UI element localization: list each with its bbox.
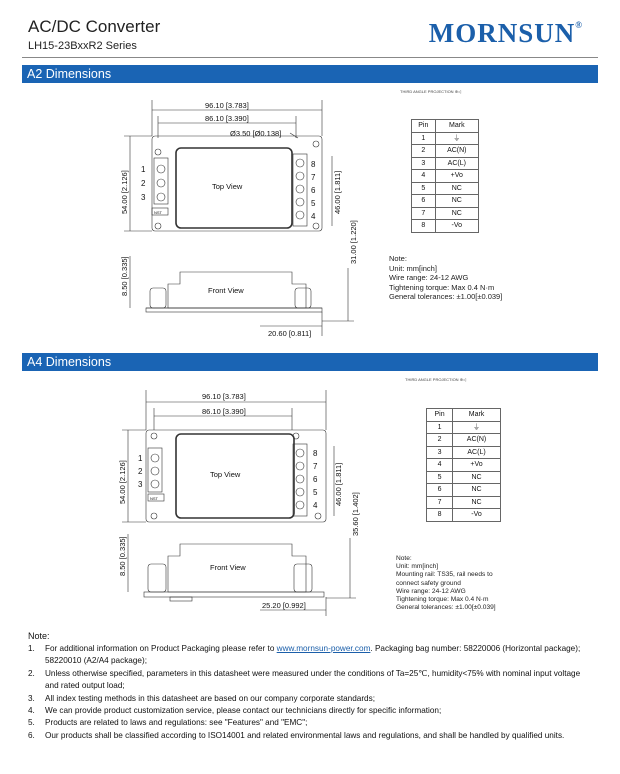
list-item-number: 6. bbox=[28, 730, 35, 740]
table-row bbox=[412, 170, 479, 183]
dim-terminal-offset: 25.20 [0.992] bbox=[262, 601, 306, 610]
a2-pin-label: 1 bbox=[141, 165, 146, 174]
table-row bbox=[412, 220, 479, 233]
list-item-number: 1. bbox=[28, 644, 35, 653]
list-item-number: 3. bbox=[28, 693, 35, 703]
a2-pin-label: 2 bbox=[141, 179, 146, 188]
header-divider bbox=[22, 57, 598, 58]
a2-pin-label: 8 bbox=[311, 160, 316, 169]
note-line: connect safety ground bbox=[396, 579, 461, 587]
table-row bbox=[427, 509, 501, 522]
dim-depth: 31.00 [1.220] bbox=[349, 220, 358, 264]
table-row bbox=[412, 132, 479, 145]
pin-table-header-cell: Pin bbox=[427, 409, 453, 422]
note-line: Unit: mm[inch] bbox=[396, 563, 439, 571]
pin-table-cell: NC bbox=[453, 471, 501, 484]
list-item bbox=[28, 705, 596, 717]
pin-table-cell: 1 bbox=[412, 132, 436, 145]
list-item-number: 2. bbox=[28, 668, 35, 678]
pin-table-cell: 3 bbox=[412, 157, 436, 170]
note-line: Unit: mm[inch] bbox=[389, 263, 437, 273]
pin-table-cell: 4 bbox=[427, 459, 453, 472]
list-item bbox=[28, 730, 596, 742]
note-line: Tightening torque: Max 0.4 N·m bbox=[396, 596, 489, 604]
list-item bbox=[28, 668, 596, 693]
pin-table-header-cell: Mark bbox=[453, 409, 501, 422]
list-item-number: 4. bbox=[28, 706, 35, 716]
brand-logo: MORNSUN® bbox=[428, 18, 583, 48]
list-item-text: . Packaging bag number: 58220006 (Horizontal package); 58220010 (A2/A4 package); bbox=[45, 644, 581, 666]
website-link[interactable]: www.mornsun-power.com bbox=[276, 644, 371, 653]
table-row bbox=[412, 195, 479, 208]
projection-symbol-icon: ⊕◁ bbox=[454, 89, 462, 94]
note-line: Wire range: 24-12 AWG bbox=[396, 587, 466, 595]
pin-table-cell: 6 bbox=[427, 484, 453, 497]
list-item-text: For additional information on Product Packaging please refer to bbox=[45, 644, 277, 653]
pin-table-cell: 8 bbox=[412, 220, 436, 233]
note-line: Tightening torque: Max 0.4 N·m bbox=[389, 282, 495, 292]
a2-top-view-label: Top View bbox=[212, 182, 243, 191]
dim-depth: 35.60 [1.402] bbox=[351, 492, 360, 536]
section-bar-a2: A2 Dimensions bbox=[22, 65, 598, 83]
pin-table-cell: 8 bbox=[427, 509, 453, 522]
a4-pin-label: 1 bbox=[138, 454, 143, 463]
pin-table-header bbox=[427, 409, 501, 422]
list-item-text: Products are related to laws and regulations: see "Features" and "EMC"; bbox=[45, 718, 308, 728]
pin-table-header-cell: Mark bbox=[435, 120, 478, 133]
pin-table-cell: 5 bbox=[427, 471, 453, 484]
pin-table-cell: ⏚ bbox=[453, 421, 501, 434]
pin-table-cell: 2 bbox=[412, 145, 436, 158]
pin-table-cell: NC bbox=[435, 207, 478, 220]
a4-notes bbox=[396, 555, 496, 612]
dim-overall-width: 96.10 [3.783] bbox=[202, 392, 246, 401]
table-row bbox=[427, 459, 501, 472]
pin-table-cell: AC(N) bbox=[435, 145, 478, 158]
dim-height: 54.00 [2.126] bbox=[118, 460, 127, 504]
pin-table-cell: 4 bbox=[412, 170, 436, 183]
a4-top-view-label: Top View bbox=[210, 470, 241, 479]
table-row bbox=[427, 421, 501, 434]
table-row bbox=[427, 446, 501, 459]
pin-table-cell: NC bbox=[453, 496, 501, 509]
note-line: Mounting rail: TS35, rail needs to bbox=[396, 571, 493, 579]
table-row bbox=[412, 157, 479, 170]
note-line: General tolerances: ±1.00[±0.039] bbox=[396, 604, 496, 612]
a4-dimension-drawing bbox=[110, 386, 370, 616]
a4-pin-label: 2 bbox=[138, 467, 143, 476]
a2-front-view-label: Front View bbox=[208, 286, 244, 295]
a2-pin-label: 6 bbox=[311, 186, 316, 195]
table-row bbox=[427, 434, 501, 447]
dim-terminal-offset: 20.60 [0.811] bbox=[268, 329, 312, 338]
pin-table-cell: 7 bbox=[427, 496, 453, 509]
table-row bbox=[412, 182, 479, 195]
dim-hole-pitch: 86.10 [3.390] bbox=[202, 407, 246, 416]
a4-pin-label: 3 bbox=[138, 480, 143, 489]
pin-table-cell: NC bbox=[435, 195, 478, 208]
a2-dimension-drawing bbox=[110, 96, 370, 346]
pin-table-header bbox=[412, 120, 479, 133]
dim-hole-pitch: 86.10 [3.390] bbox=[205, 114, 249, 123]
pin-table-cell: NC bbox=[435, 182, 478, 195]
dim-height: 54.00 [2.126] bbox=[120, 170, 129, 214]
a4-nst-label: NST bbox=[150, 496, 158, 501]
pin-table-header-cell: Pin bbox=[412, 120, 436, 133]
list-item-text: Unless otherwise specified, parameters in this datasheet were measured under the conditions of Ta=25℃, humidity<75% with nominal input voltage and rated output load; bbox=[45, 668, 581, 691]
pin-table-cell: NC bbox=[453, 484, 501, 497]
pin-table-cell: +Vo bbox=[453, 459, 501, 472]
table-row bbox=[427, 484, 501, 497]
bottom-notes-title: Note: bbox=[28, 631, 50, 641]
a4-front-view-label: Front View bbox=[210, 563, 246, 572]
list-item-text: We can provide product customization service, please contact our technicians directly for specific information; bbox=[45, 706, 442, 716]
list-item-text: All index testing methods in this datasheet are based on our company corporate standards; bbox=[45, 693, 375, 703]
pin-table-cell: 6 bbox=[412, 195, 436, 208]
a4-pin-table bbox=[426, 408, 501, 522]
pin-table-cell: AC(N) bbox=[453, 434, 501, 447]
table-row bbox=[427, 471, 501, 484]
list-item bbox=[28, 643, 596, 668]
projection-symbol-icon: ⊕◁ bbox=[459, 377, 467, 382]
a2-nst-label: NST bbox=[154, 210, 162, 215]
pin-table-cell: 1 bbox=[427, 421, 453, 434]
projection-label-a4: THIRD ANGLE PROJECTION ⊕◁ bbox=[405, 377, 467, 382]
a2-pin-table bbox=[411, 119, 479, 233]
dim-terminal-span: 46.00 [1.811] bbox=[333, 170, 342, 214]
section-bar-a4: A4 Dimensions bbox=[22, 353, 598, 371]
pin-table-cell: AC(L) bbox=[435, 157, 478, 170]
pin-table-cell: AC(L) bbox=[453, 446, 501, 459]
a2-pin-label: 7 bbox=[311, 173, 316, 182]
dim-overall-width: 96.10 [3.783] bbox=[205, 101, 249, 110]
pin-table-cell: 3 bbox=[427, 446, 453, 459]
list-item-number: 5. bbox=[28, 718, 35, 728]
list-item bbox=[28, 717, 596, 729]
a4-pin-label: 6 bbox=[313, 475, 318, 484]
a2-pin-label: 4 bbox=[311, 212, 316, 221]
table-row bbox=[412, 145, 479, 158]
pin-table-cell: +Vo bbox=[435, 170, 478, 183]
a4-pin-label: 4 bbox=[313, 501, 318, 510]
product-category-title: AC/DC Converter bbox=[28, 17, 161, 36]
a2-pin-label: 3 bbox=[141, 193, 146, 202]
list-item-text: Our products shall be classified according to ISO14001 and related environmental laws and regulations, and shall be handled by qualified units. bbox=[45, 730, 565, 740]
note-line: Note: bbox=[389, 254, 407, 263]
pin-table-cell: 2 bbox=[427, 434, 453, 447]
pin-table-cell: -Vo bbox=[453, 509, 501, 522]
note-line: Wire range: 24-12 AWG bbox=[389, 273, 469, 282]
dim-terminal-span: 46.00 [1.811] bbox=[334, 462, 343, 506]
a2-pin-label: 5 bbox=[311, 199, 316, 208]
pin-table-cell: 7 bbox=[412, 207, 436, 220]
dim-terminal-height: 8.50 [0.335] bbox=[120, 256, 129, 296]
note-line: Note: bbox=[396, 555, 412, 562]
a4-pin-label: 8 bbox=[313, 449, 318, 458]
a4-pin-label: 7 bbox=[313, 462, 318, 471]
bottom-notes-list bbox=[28, 643, 596, 742]
projection-label-a2: THIRD ANGLE PROJECTION ⊕◁ bbox=[400, 89, 462, 94]
pin-table-cell: ⏚ bbox=[435, 132, 478, 145]
table-row bbox=[427, 496, 501, 509]
a4-pin-label: 5 bbox=[313, 488, 318, 497]
pin-table-cell: 5 bbox=[412, 182, 436, 195]
list-item bbox=[28, 693, 596, 705]
pin-table-cell: -Vo bbox=[435, 220, 478, 233]
dim-terminal-height: 8.50 [0.335] bbox=[118, 536, 127, 576]
note-line: General tolerances: ±1.00[±0.039] bbox=[389, 292, 503, 301]
dim-hole-dia: Ø3.50 [Ø0.138] bbox=[230, 129, 282, 138]
table-row bbox=[412, 207, 479, 220]
product-series: LH15-23BxxR2 Series bbox=[28, 40, 137, 52]
a2-notes bbox=[389, 254, 502, 302]
